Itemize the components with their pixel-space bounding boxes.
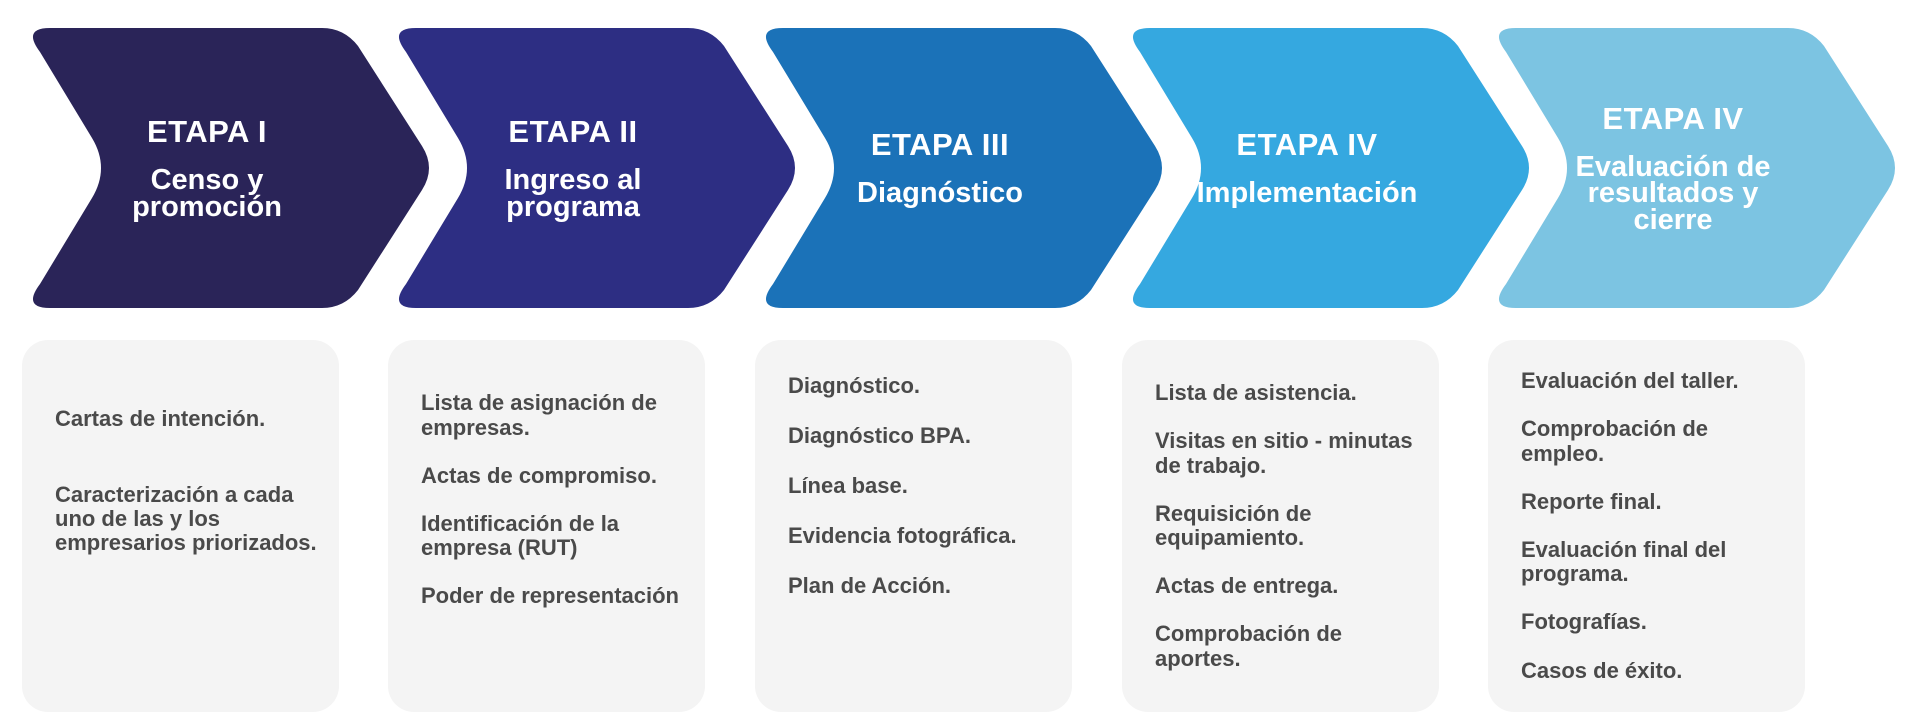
stage-2-deliverables (421, 391, 683, 660)
stage-3-chevron (755, 28, 1165, 308)
stage-5-chevron (1488, 28, 1898, 308)
stage-4-deliverables (1155, 381, 1417, 671)
stage-1-title: Censo y promoción (132, 164, 282, 223)
deliverable-item: Diagnóstico BPA. (788, 422, 971, 448)
stage-2-title: Ingreso al programa (504, 164, 642, 223)
stage-4-label: ETAPA IV (1236, 127, 1378, 163)
stage-1-card (22, 340, 339, 712)
stage-3-label: ETAPA III (870, 127, 1010, 163)
deliverable-item: Lista de asistencia. (1155, 380, 1357, 406)
deliverable-item: Casos de éxito. (1521, 657, 1683, 683)
deliverable-item: Reporte final. (1521, 488, 1662, 514)
deliverable-item: Requisición de equipamiento. (1155, 500, 1312, 550)
stage-3-deliverables (788, 374, 1050, 679)
deliverable-item: Actas de compromiso. (421, 462, 657, 488)
deliverable-item: Evaluación del taller. (1521, 368, 1739, 394)
stage-2-label: ETAPA II (508, 114, 638, 150)
deliverable-item: Evaluación final del programa. (1521, 537, 1727, 587)
stage-5-label: ETAPA IV (1602, 101, 1744, 137)
deliverable-item: Plan de Acción. (788, 573, 952, 599)
deliverable-item: Visitas en sitio - minutas de trabajo. (1155, 428, 1413, 478)
stage-1-chevron (22, 28, 432, 308)
stage-5-deliverables (1521, 369, 1783, 683)
deliverable-item: Comprobación de empleo. (1521, 416, 1709, 466)
stage-3-card (755, 340, 1072, 712)
deliverable-item: Comprobación de aportes. (1155, 621, 1343, 671)
stage-5-card (1488, 340, 1805, 712)
stage-5-title: Evaluación de resultados y cierre (1575, 151, 1771, 236)
stage-4-title: Implementación (1196, 177, 1418, 210)
deliverable-item: Cartas de intención. (55, 405, 266, 431)
stage-1-deliverables (55, 407, 317, 646)
deliverable-item: Actas de entrega. (1155, 573, 1339, 599)
stage-2-chevron (388, 28, 798, 308)
deliverable-item: Diagnóstico. (788, 372, 921, 398)
stage-3-title: Diagnóstico (857, 177, 1023, 210)
stage-4-card (1122, 340, 1439, 712)
stage-1-label: ETAPA I (146, 114, 268, 150)
deliverable-item: Identificación de la empresa (RUT) (421, 511, 620, 561)
stage-2-card (388, 340, 705, 712)
stage-4-chevron (1122, 28, 1532, 308)
deliverable-item: Caracterización a cada uno de las y los empresarios priorizados. (55, 481, 317, 556)
deliverable-item: Evidencia fotográfica. (788, 523, 1017, 549)
deliverable-item: Línea base. (788, 472, 908, 498)
deliverable-item: Poder de representación (421, 583, 679, 609)
deliverable-item: Fotografías. (1521, 609, 1647, 635)
deliverable-item: Lista de asignación de empresas. (421, 390, 657, 440)
